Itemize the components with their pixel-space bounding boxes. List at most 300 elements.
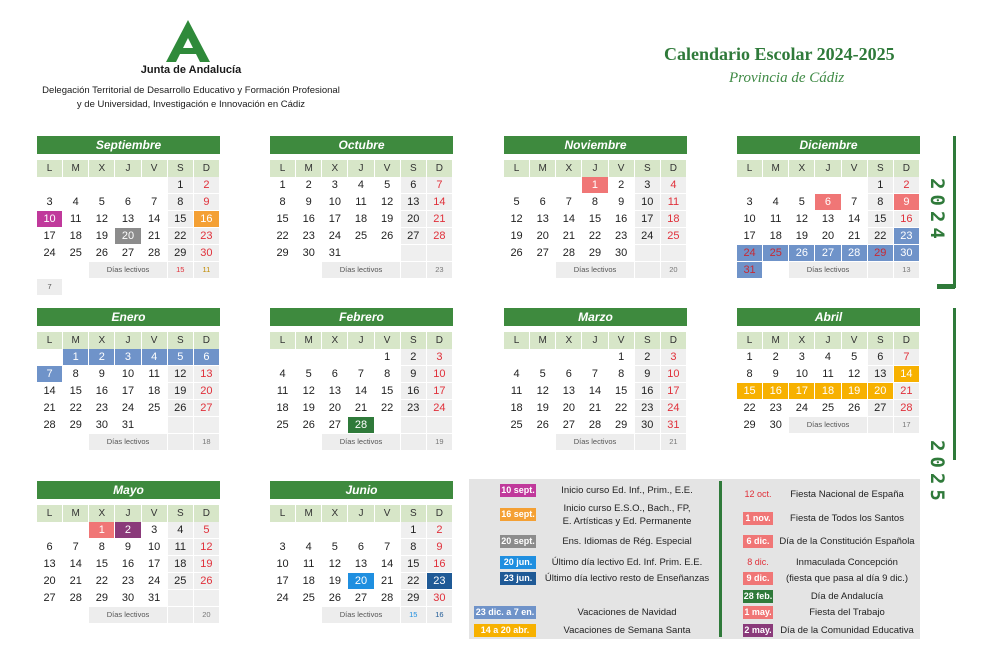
day-cell: 8 <box>375 366 401 383</box>
day-cell: 27 <box>815 245 841 262</box>
day-cell: 7 <box>556 194 582 211</box>
day-cell: 23 <box>635 400 661 417</box>
weekday-header: J <box>348 505 374 522</box>
lectivos-count: 15 <box>168 262 194 279</box>
day-cell: 23 <box>894 228 920 245</box>
day-cell: 17 <box>635 211 661 228</box>
weekday-header: L <box>504 160 530 177</box>
day-cell: 7 <box>142 194 168 211</box>
day-cell: 3 <box>661 349 687 366</box>
day-cell: 25 <box>142 400 168 417</box>
empty-cell <box>296 262 322 279</box>
day-cell: 13 <box>401 194 427 211</box>
month-mayo <box>37 481 220 624</box>
weekday-header: X <box>789 332 815 349</box>
lectivos-label: Días lectivos <box>89 607 167 624</box>
day-cell: 19 <box>504 228 530 245</box>
day-cell: 31 <box>737 262 763 279</box>
day-cell: 25 <box>348 228 374 245</box>
day-cell: 7 <box>842 194 868 211</box>
legend-description: Fiesta de Todos los Santos <box>790 513 904 524</box>
month-enero <box>37 308 220 451</box>
day-cell: 5 <box>296 366 322 383</box>
day-cell: 14 <box>142 211 168 228</box>
legend-date-chip: 12 oct. <box>744 489 772 499</box>
empty-cell <box>168 607 194 624</box>
day-cell: 1 <box>582 177 608 194</box>
day-cell: 11 <box>270 383 296 400</box>
day-cell: 23 <box>194 228 220 245</box>
empty-cell <box>37 262 63 279</box>
legend-description: Fiesta del Trabajo <box>809 607 885 618</box>
day-cell: 30 <box>635 417 661 434</box>
day-cell: 29 <box>737 417 763 434</box>
day-cell: 9 <box>609 194 635 211</box>
day-cell: 6 <box>194 349 220 366</box>
day-cell: 24 <box>635 228 661 245</box>
day-cell: 27 <box>348 590 374 607</box>
empty-cell <box>737 177 763 194</box>
day-cell: 12 <box>194 539 220 556</box>
day-cell: 11 <box>815 366 841 383</box>
empty-cell <box>530 349 556 366</box>
day-cell: 18 <box>815 383 841 400</box>
empty-cell <box>504 349 530 366</box>
legend-description: Día de la Constitución Española <box>779 536 915 547</box>
day-cell: 28 <box>894 400 920 417</box>
empty-cell <box>348 522 374 539</box>
day-cell: 15 <box>609 383 635 400</box>
day-cell: 9 <box>894 194 920 211</box>
month-grid <box>270 505 453 607</box>
year-2025-bar <box>953 308 956 460</box>
legend-description: (fiesta que pasa al día 9 dic.) <box>786 573 908 584</box>
day-cell: 22 <box>63 400 89 417</box>
empty-cell <box>763 262 789 279</box>
weekday-header: M <box>296 160 322 177</box>
day-cell: 28 <box>842 245 868 262</box>
day-cell: 25 <box>815 400 841 417</box>
day-cell: 17 <box>322 211 348 228</box>
day-cell: 20 <box>401 211 427 228</box>
lectivos-label: Días lectivos <box>556 262 634 279</box>
day-cell: 8 <box>401 539 427 556</box>
day-cell: 3 <box>789 349 815 366</box>
empty-cell <box>427 245 453 262</box>
day-cell: 15 <box>270 211 296 228</box>
weekday-header: S <box>635 160 661 177</box>
legend-description: Inmaculada Concepción <box>796 557 898 568</box>
day-cell: 9 <box>194 194 220 211</box>
empty-cell <box>530 262 556 279</box>
lectivos-count: 15 <box>401 607 427 624</box>
weekday-header: V <box>375 332 401 349</box>
day-cell: 12 <box>530 383 556 400</box>
day-cell: 14 <box>894 366 920 383</box>
day-cell: 11 <box>763 211 789 228</box>
empty-cell <box>296 349 322 366</box>
month-title: Abril <box>737 308 920 326</box>
weekday-header: J <box>115 332 141 349</box>
weekday-header: D <box>194 160 220 177</box>
day-cell: 10 <box>270 556 296 573</box>
weekday-header: X <box>322 160 348 177</box>
day-cell: 9 <box>89 366 115 383</box>
day-cell: 24 <box>661 400 687 417</box>
month-octubre <box>270 136 453 279</box>
day-cell: 4 <box>504 366 530 383</box>
lectivos-label: Días lectivos <box>89 262 167 279</box>
day-cell: 19 <box>168 383 194 400</box>
lectivos-label: Días lectivos <box>556 434 634 451</box>
empty-cell <box>37 177 63 194</box>
day-cell: 19 <box>789 228 815 245</box>
day-cell: 1 <box>375 349 401 366</box>
empty-cell <box>427 417 453 434</box>
day-cell: 30 <box>609 245 635 262</box>
day-cell: 1 <box>737 349 763 366</box>
day-cell: 25 <box>270 417 296 434</box>
legend-description: Día de Andalucía <box>810 591 884 602</box>
month-diciembre <box>737 136 920 279</box>
day-cell: 27 <box>115 245 141 262</box>
day-cell: 20 <box>37 573 63 590</box>
day-cell: 26 <box>168 400 194 417</box>
month-title: Marzo <box>504 308 687 326</box>
empty-cell <box>270 434 296 451</box>
day-cell: 30 <box>763 417 789 434</box>
day-cell: 22 <box>737 400 763 417</box>
empty-cell <box>504 434 530 451</box>
day-cell: 11 <box>661 194 687 211</box>
empty-cell <box>530 177 556 194</box>
weekday-header: L <box>737 160 763 177</box>
lectivos-label: Días lectivos <box>322 434 400 451</box>
lectivos-row <box>270 262 453 279</box>
day-cell: 19 <box>194 556 220 573</box>
day-cell: 28 <box>142 245 168 262</box>
weekday-header: J <box>115 160 141 177</box>
day-cell: 15 <box>375 383 401 400</box>
weekday-header: D <box>194 505 220 522</box>
day-cell: 6 <box>115 194 141 211</box>
day-cell: 21 <box>375 573 401 590</box>
empty-cell <box>635 262 661 279</box>
day-cell: 1 <box>168 177 194 194</box>
day-cell: 24 <box>270 590 296 607</box>
day-cell: 27 <box>868 400 894 417</box>
legend-date-chip: 28 feb. <box>743 591 773 601</box>
day-cell: 11 <box>63 211 89 228</box>
weekday-header: J <box>348 160 374 177</box>
weekday-header: D <box>661 160 687 177</box>
day-cell: 28 <box>348 417 374 434</box>
day-cell: 1 <box>401 522 427 539</box>
day-cell: 16 <box>635 383 661 400</box>
day-cell: 10 <box>142 539 168 556</box>
legend-description: Último día lectivo Ed. Inf. Prim. E.E. <box>551 557 703 568</box>
day-cell: 13 <box>348 556 374 573</box>
day-cell: 11 <box>296 556 322 573</box>
day-cell: 4 <box>63 194 89 211</box>
day-cell: 14 <box>348 383 374 400</box>
legend-date-chip: 23 dic. a 7 en. <box>475 607 535 617</box>
legend-date-chip: 16 sept. <box>501 509 535 519</box>
day-cell: 24 <box>789 400 815 417</box>
empty-cell <box>375 417 401 434</box>
day-cell: 15 <box>582 211 608 228</box>
lectivos-count: 23 <box>427 262 453 279</box>
weekday-header: V <box>142 505 168 522</box>
day-cell: 4 <box>270 366 296 383</box>
legend-date-chip: 20 jun. <box>500 556 536 569</box>
day-cell: 18 <box>348 211 374 228</box>
day-cell: 7 <box>427 177 453 194</box>
day-cell: 6 <box>868 349 894 366</box>
day-cell: 2 <box>609 177 635 194</box>
weekday-header: S <box>168 160 194 177</box>
day-cell: 10 <box>322 194 348 211</box>
month-grid <box>737 332 920 434</box>
day-cell: 22 <box>89 573 115 590</box>
weekday-header: M <box>530 332 556 349</box>
day-cell: 13 <box>115 211 141 228</box>
delegation-text: Delegación Territorial de Desarrollo Educativo y Formación Profesional y de Universidad, Investigación e Innovación en Cádiz <box>42 85 340 110</box>
day-cell: 7 <box>375 539 401 556</box>
day-cell: 7 <box>63 539 89 556</box>
weekday-header: L <box>737 332 763 349</box>
legend-date-chip: 1 may. <box>744 607 772 617</box>
day-cell: 21 <box>427 211 453 228</box>
weekday-header: V <box>142 160 168 177</box>
lectivos-label: Días lectivos <box>322 262 400 279</box>
day-cell: 23 <box>89 400 115 417</box>
legend-date-chip: 23 jun. <box>500 572 536 585</box>
day-cell: 11 <box>348 194 374 211</box>
weekday-header: M <box>63 332 89 349</box>
empty-cell <box>270 262 296 279</box>
day-cell: 22 <box>609 400 635 417</box>
day-cell: 24 <box>322 228 348 245</box>
page-subtitle: Provincia de Cádiz <box>729 70 845 86</box>
empty-cell <box>348 349 374 366</box>
lectivos-label: Días lectivos <box>789 417 867 434</box>
day-cell: 2 <box>894 177 920 194</box>
weekday-header: M <box>530 160 556 177</box>
day-cell: 3 <box>427 349 453 366</box>
day-cell: 5 <box>89 194 115 211</box>
empty-cell <box>37 607 63 624</box>
day-cell: 27 <box>556 417 582 434</box>
lectivos-count: 16 <box>427 607 453 624</box>
day-cell: 17 <box>37 228 63 245</box>
empty-cell <box>194 417 220 434</box>
day-cell: 23 <box>763 400 789 417</box>
day-cell: 11 <box>504 383 530 400</box>
day-cell: 5 <box>168 349 194 366</box>
weekday-header: X <box>89 332 115 349</box>
day-cell: 19 <box>530 400 556 417</box>
day-cell: 10 <box>635 194 661 211</box>
weekday-header: X <box>556 160 582 177</box>
empty-cell <box>168 434 194 451</box>
junta-andalucia-logo <box>160 18 216 64</box>
weekday-header: S <box>868 160 894 177</box>
empty-cell <box>270 522 296 539</box>
empty-cell <box>401 245 427 262</box>
month-title: Octubre <box>270 136 453 154</box>
day-cell: 3 <box>115 349 141 366</box>
empty-cell <box>815 177 841 194</box>
weekday-header: V <box>375 505 401 522</box>
weekday-header: S <box>868 332 894 349</box>
weekday-header: J <box>815 332 841 349</box>
day-cell: 18 <box>661 211 687 228</box>
day-cell: 9 <box>763 366 789 383</box>
day-cell: 3 <box>142 522 168 539</box>
empty-cell <box>89 177 115 194</box>
weekday-header: L <box>504 332 530 349</box>
weekday-header: J <box>115 505 141 522</box>
empty-cell <box>530 434 556 451</box>
day-cell: 23 <box>296 228 322 245</box>
empty-cell <box>504 177 530 194</box>
day-cell: 16 <box>427 556 453 573</box>
day-cell: 8 <box>89 539 115 556</box>
month-febrero <box>270 308 453 451</box>
day-cell: 26 <box>842 400 868 417</box>
empty-cell <box>582 349 608 366</box>
legend-date-chip: 8 dic. <box>747 557 769 567</box>
day-cell: 29 <box>270 245 296 262</box>
day-cell: 1 <box>89 522 115 539</box>
day-cell: 29 <box>609 417 635 434</box>
day-cell: 22 <box>168 228 194 245</box>
day-cell: 5 <box>322 539 348 556</box>
legend-date-chip: 10 sept. <box>501 485 535 495</box>
legend-date-chip: 9 dic. <box>743 572 773 585</box>
day-cell: 21 <box>348 400 374 417</box>
day-cell: 20 <box>815 228 841 245</box>
day-cell: 21 <box>842 228 868 245</box>
empty-cell <box>296 434 322 451</box>
weekday-header: L <box>37 332 63 349</box>
day-cell: 26 <box>530 417 556 434</box>
day-cell: 8 <box>582 194 608 211</box>
legend-date-chip: 6 dic. <box>743 535 773 548</box>
day-cell: 20 <box>115 228 141 245</box>
day-cell: 30 <box>894 245 920 262</box>
day-cell: 24 <box>115 400 141 417</box>
day-cell: 8 <box>868 194 894 211</box>
lectivos-count: 21 <box>661 434 687 451</box>
day-cell: 1 <box>270 177 296 194</box>
month-grid <box>504 160 687 262</box>
day-cell: 12 <box>322 556 348 573</box>
day-cell: 25 <box>63 245 89 262</box>
empty-cell <box>556 177 582 194</box>
day-cell: 23 <box>115 573 141 590</box>
day-cell: 9 <box>427 539 453 556</box>
day-cell: 4 <box>815 349 841 366</box>
weekday-header: D <box>894 332 920 349</box>
month-grid <box>37 332 220 434</box>
weekday-header: M <box>296 505 322 522</box>
day-cell: 19 <box>375 211 401 228</box>
day-cell: 28 <box>582 417 608 434</box>
day-cell: 19 <box>322 573 348 590</box>
lectivos-count: 13 <box>894 262 920 279</box>
weekday-header: V <box>375 160 401 177</box>
month-title: Febrero <box>270 308 453 326</box>
day-cell: 22 <box>375 400 401 417</box>
day-cell: 6 <box>815 194 841 211</box>
day-cell: 16 <box>89 383 115 400</box>
weekday-header: J <box>348 332 374 349</box>
day-cell: 5 <box>530 366 556 383</box>
day-cell: 30 <box>89 417 115 434</box>
month-title: Noviembre <box>504 136 687 154</box>
empty-cell <box>504 262 530 279</box>
day-cell: 13 <box>37 556 63 573</box>
weekday-header: X <box>322 505 348 522</box>
day-cell: 30 <box>115 590 141 607</box>
empty-cell <box>63 434 89 451</box>
day-cell: 26 <box>322 590 348 607</box>
weekday-header: S <box>168 332 194 349</box>
day-cell: 20 <box>348 573 374 590</box>
legend-description: Día de la Comunidad Educativa <box>780 625 914 636</box>
day-cell: 17 <box>737 228 763 245</box>
day-cell: 13 <box>194 366 220 383</box>
month-grid <box>270 160 453 262</box>
month-septiembre <box>37 136 220 296</box>
day-cell: 16 <box>296 211 322 228</box>
day-cell: 31 <box>115 417 141 434</box>
empty-cell <box>661 245 687 262</box>
empty-cell <box>401 434 427 451</box>
day-cell: 25 <box>763 245 789 262</box>
empty-cell <box>842 177 868 194</box>
month-junio <box>270 481 453 624</box>
day-cell: 21 <box>556 228 582 245</box>
day-cell: 31 <box>661 417 687 434</box>
day-cell: 4 <box>168 522 194 539</box>
legend-date-chip: 1 nov. <box>743 512 773 525</box>
day-cell: 7 <box>348 366 374 383</box>
day-cell: 4 <box>763 194 789 211</box>
day-cell: 2 <box>635 349 661 366</box>
day-cell: 12 <box>296 383 322 400</box>
day-cell: 1 <box>868 177 894 194</box>
day-cell: 22 <box>401 573 427 590</box>
legend-description: Inicio curso E.S.O., Bach., FP, E. Artísticas y Ed. Permanente <box>562 503 692 527</box>
day-cell: 6 <box>401 177 427 194</box>
weekday-header: M <box>763 332 789 349</box>
day-cell: 12 <box>375 194 401 211</box>
weekday-header: L <box>37 505 63 522</box>
day-cell: 19 <box>89 228 115 245</box>
day-cell: 15 <box>868 211 894 228</box>
brand-name: Junta de Andalucía <box>140 64 242 76</box>
lectivos-count: 20 <box>194 607 220 624</box>
day-cell: 13 <box>556 383 582 400</box>
day-cell: 28 <box>556 245 582 262</box>
weekday-header: L <box>270 505 296 522</box>
day-cell: 19 <box>842 383 868 400</box>
day-cell: 29 <box>401 590 427 607</box>
day-cell: 2 <box>194 177 220 194</box>
